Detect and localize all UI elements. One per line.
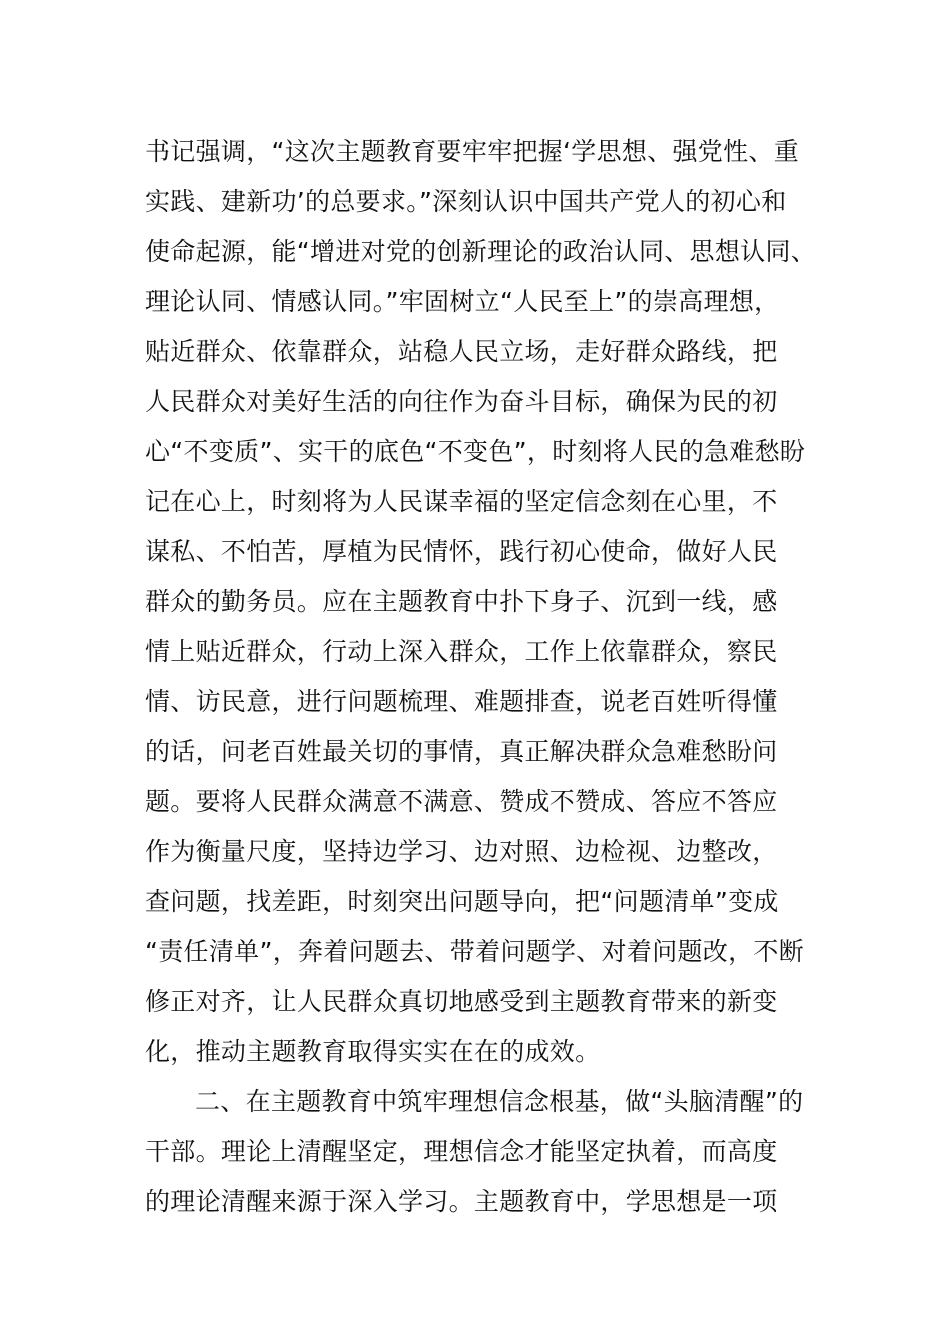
text-line: 的理论清醒来源于深入学习。主题教育中，学思想是一项: [145, 1187, 778, 1216]
text-line: 书记强调，“这次主题教育要牢牢把握‘学思想、强党性、重: [145, 137, 800, 166]
text-line: 修正对齐，让人民群众真切地感受到主题教育带来的新变: [145, 987, 778, 1016]
text-line: 使命起源，能“增进对党的创新理论的政治认同、思想认同、: [145, 237, 817, 266]
text-line: 理论认同、情感认同。”牢固树立“人民至上”的崇高理想，: [145, 287, 780, 316]
text-line: 题。要将人民群众满意不满意、赞成不赞成、答应不答应: [145, 787, 778, 816]
text-line: 群众的勤务员。应在主题教育中扑下身子、沉到一线，感: [145, 587, 778, 616]
text-line: 作为衡量尺度，坚持边学习、边对照、边检视、边整改，: [145, 837, 778, 866]
text-line: 心“不变质”、实干的底色“不变色”，时刻将人民的急难愁盼: [145, 437, 806, 466]
text-line: 实践、建新功’的总要求。”深刻认识中国共产党人的初心和: [145, 187, 787, 216]
text-line: 谋私、不怕苦，厚植为民情怀，践行初心使命，做好人民: [145, 537, 778, 566]
text-line: 干部。理论上清醒坚定，理想信念才能坚定执着，而高度: [145, 1137, 778, 1166]
text-line: 情上贴近群众，行动上深入群众，工作上依靠群众，察民: [145, 637, 778, 666]
text-line: 贴近群众、依靠群众，站稳人民立场，走好群众路线，把: [145, 337, 778, 366]
section-heading-line: 二、在主题教育中筑牢理想信念根基，做“头脑清醒”的: [195, 1087, 804, 1116]
text-line: 的话，问老百姓最关切的事情，真正解决群众急难愁盼问: [145, 737, 778, 766]
text-line: 人民群众对美好生活的向往作为奋斗目标，确保为民的初: [145, 387, 778, 416]
text-line: 情、访民意，进行问题梳理、难题排查，说老百姓听得懂: [145, 687, 778, 716]
text-line: “责任清单”，奔着问题去、带着问题学、对着问题改，不断: [145, 937, 805, 966]
text-line: 记在心上，时刻将为人民谋幸福的坚定信念刻在心里，不: [145, 487, 778, 516]
text-line: 查问题，找差距，时刻突出问题导向，把“问题清单”变成: [145, 887, 779, 916]
text-line: 化，推动主题教育取得实实在在的成效。: [145, 1037, 601, 1066]
